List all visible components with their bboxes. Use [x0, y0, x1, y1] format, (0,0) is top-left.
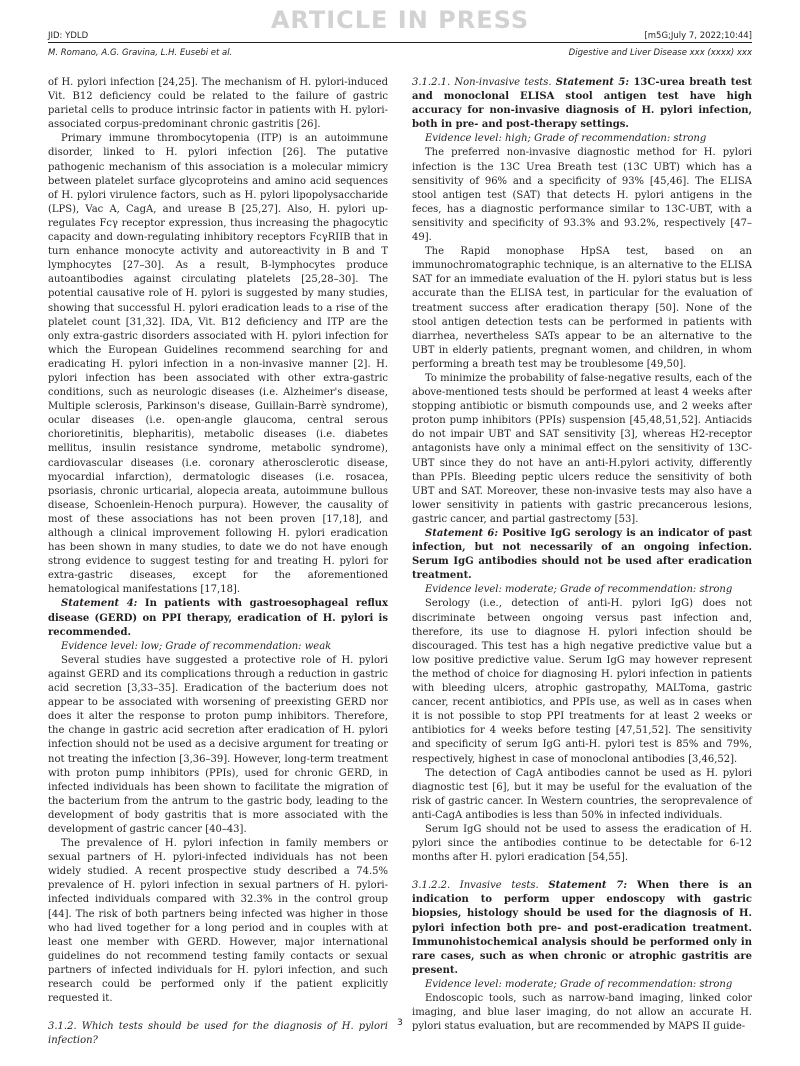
statement-4-label: Statement 4:	[61, 598, 138, 610]
paragraph-itp: Primary immune thrombocytopenia (ITP) is an autoimmune disorder, linked to H. pylori infection [26]. The putative pathogenic mechanism of this association is a molecular mimicry between platelet surface glycoproteins and amino acid sequences of H. pylori virulence factors, such as H. pylori lipopolysaccharide (LPS), Vac A, CagA, and urease B [25,27]. Also, H. pylori up-regulates Fcγ receptor expression, thus increasing the phagocytic capacity and down-regulating inhibitory receptors FcγRIIB that in turn enhance monocyte activity and autoreactivity in B and T lymphocytes [27–30]. As a result, B-lymphocytes produce autoantibodies against circulating platelets [25,28–30]. The potential causative role of H. pylori is suggested by many studies, showing that successful H. pylori eradication leads to a rise of the platelet count [31,32]. IDA, Vit. B12 deficiency and ITP are the only extra-gastric disorders associated with H. pylori infection for which the European Guidelines recommend searching for and eradicating H. pylori infection in a non-invasive manner [2]. H. pylori infection has been associated with other extra-gastric conditions, such as neurologic diseases (i.e. Alzheimer's disease, Multiple sclerosis, Parkinson's disease, Guillain-Barrè syndrome), ocular diseases (i.e. open-angle glaucoma, central serous chorioretinitis, blepharitis), metabolic diseases (i.e. diabetes mellitus, insulin resistance syndrome, metabolic syndrome), cardiovascular diseases (i.e. coronary atherosclerotic disease, myocardial infarction), dermatologic diseases (i.e. rosacea, psoriasis, chronic urticarial, alopecia areata, autoimmune bullous disease, Schoenlein-Henoch purpura). However, the causality of most of these associations has not been proven [17,18], and although a clinical improvement following H. pylori eradication has been shown in many studies, to date we do not have enough strong evidence to suggest testing for and treating H. pylori for extra-gastric diseases, except for the aforementioned hematological manifestations [17,18].	[48, 133, 388, 596]
statement-4	[48, 597, 388, 639]
page-number: 3	[397, 1018, 403, 1028]
paragraph-iron-b12: of H. pylori infection [24,25]. The mechanism of H. pylori-induced Vit. B12 deficiency could be related to the failure of gastric parietal cells to produce intrinsic factor in patients with H. pylori-associated corpus-predominant chronic gastritis [26].	[48, 77, 388, 131]
running-authors: M. Romano, A.G. Gravina, L.H. Eusebi et al.	[48, 48, 233, 58]
paragraph-gerd: Several studies have suggested a protective role of H. pylori against GERD and its complications through a reduction in gastric acid secretion [3,33–35]. Eradication of the bacterium does not appear to be associated with worsening of preexisting GERD nor does it alter the response to proton pump inhibitors. Therefore, the change in gastric acid secretion after eradication of H. pylori infection should not be used as a decisive argument for treating or not treating the infection [3,36–39]. However, long-term treatment with proton pump inhibitors (PPIs), used for chronic GERD, in infected individuals has been shown to facilitate the migration of the bacterium from the antrum to the gastric body, leading to the development of body gastritis that is more associated with the development of gastric cancer [40–43].	[48, 654, 388, 835]
paragraph-serum-igg: Serum IgG should not be used to assess the eradication of H. pylori since the antibodies continue to be detectable for 6-12 months after H. pylori eradication [54,55].	[412, 823, 752, 864]
journal-id: JID: YDLD	[48, 31, 89, 41]
running-journal: Digestive and Liver Disease xxx (xxxx) xxx	[568, 48, 752, 58]
paragraph-hpsa: The Rapid monophase HpSA test, based on an immunochromatographic technique, is an alternative to the ELISA SAT for an immediate evaluation of the H. pylori status but is less accurate than the ELISA test, in particular for the evaluation of treatment success after eradication therapy [50]. None of the stool antigen detection tests can be performed in patients with diarrhea, nevertheless SATs appear to be an alternative to the UBT in elderly patients, pregnant women, and children, in whom performing a breath test may be troublesome [49,50].	[412, 246, 752, 370]
statement-5-evidence: Evidence level: high; Grade of recommendation: strong	[425, 133, 707, 145]
statement-6-label: Statement 6:	[425, 528, 499, 539]
right-column	[412, 76, 752, 1034]
paragraph-ubt-sat: The preferred non-invasive diagnostic method for H. pylori infection is the 13C Urea Breath test (13C UBT) which has a sensitivity of 96% and a specificity of 93% [45,46]. The ELISA stool antigen test (SAT) that detects H. pylori antigens in the feces, has a diagnostic performance similar to 13C-UBT, with a sensitivity and specificity of 93.3% and 93.2%, respectively [47–49].	[412, 147, 752, 244]
statement-7-label: Statement 7:	[548, 880, 628, 892]
statement-5-text: 13C-urea breath test and monoclonal ELISA stool antigen test have high accuracy for non-invasive diagnosis of H. pylori infection, both in pre- and post-therapy settings.	[412, 77, 753, 131]
statement-4-evidence: Evidence level: low; Grade of recommendation: weak	[61, 640, 332, 652]
header-rule	[48, 42, 752, 43]
statement-7-text: When there is an indication to perform upper endoscopy with gastric biopsies, histology should be used for the diagnosis of H. pylori infection both pre- and post-eradication treatment. Immunohistochemical analysis should be performed only in rare cases, such as when chronic or atrophic gastritis are present.	[412, 880, 752, 976]
statement-5	[412, 76, 752, 132]
paragraph-family-contacts: The prevalence of H. pylori infection in family members or sexual partners of H. pylori-infected individuals has not been widely studied. A recent prospective study described a 74.5% prevalence of H. pylori infection in sexual partners of H. pylori-infected individuals compared with 32.3% in the control group [44]. The risk of both partners being infected was higher in those who had lived together for a long period and in couples with at least one member with GERD. However, major international guidelines do not recommend testing family contacts or sexual partners of infected individuals for H. pylori infection, and such research could be performed only if the patient explicitly requested it.	[48, 838, 388, 1005]
paragraph-false-negative: To minimize the probability of false-negative results, each of the above-mentioned tests should be performed at least 4 weeks after stopping antibiotic or bismuth compounds use, and 2 weeks after proton pump inhibitors (PPIs) suspension [45,48,51,52]. Antiacids do not impair UBT and SAT sensitivity [3], whereas H2-receptor antagonists have only a minimal effect on the sensitivity of 13C-UBT since they do not have an anti-H.pylori activity, differently than PPIs. Bleeding peptic ulcers reduce the sensitivity of both UBT and SAT. Moreover, these non-invasive tests may also have a lower sensitivity in patients with gastric precancerous lesions, gastric cancer, and partial gastrectomy [53].	[412, 372, 752, 525]
section-3-1-2-1-heading: 3.1.2.1. Non-invasive tests.	[412, 77, 552, 88]
paragraph-caga: The detection of CagA antibodies cannot be used as H. pylori diagnostic test [6], but it may be useful for the evaluation of the risk of gastric cancer. In Western countries, the seroprevalence of anti-CagA antibodies is less than 50% in infected individuals.	[412, 767, 752, 821]
statement-5-label: Statement 5:	[555, 77, 630, 88]
article-in-press-banner: ARTICLE IN PRESS	[270, 6, 530, 34]
statement-6-evidence: Evidence level: moderate; Grade of recommendation: strong	[425, 584, 733, 596]
left-column	[48, 76, 388, 1048]
paragraph-serology: Serology (i.e., detection of anti-H. pylori IgG) does not discriminate between ongoing versus past infection and, therefore, its use to diagnose H. pylori infection should be discouraged. This test has a high negative predictive value but a low positive predictive value. Serum IgG may however represent the method of choice for diagnosing H. pylori infection in patients with bleeding ulcers, atrophic gastropathy, MALToma, gastric cancer, recent antibiotics, and PPIs use, as well as in cases when it is not possible to stop PPI treatments for at least 2 weeks or antibiotics for 4 weeks before testing [47,51,52]. The sensitivity and specificity of serum IgG anti-H. pylori test is 85% and 79%, respectively, highest in case of monoclonal antibodies [3,46,52].	[412, 598, 752, 765]
statement-4-text: In patients with gastroesophageal reflux disease (GERD) on PPI therapy, eradication of H. pylori is recommended.	[48, 598, 388, 638]
section-3-1-2-heading: 3.1.2. Which tests should be used for the diagnosis of H. pylori infection?	[48, 1021, 388, 1047]
statement-6-text: Positive IgG serology is an indicator of past infection, but not necessarily of an ongoing infection. Serum IgG antibodies should not be used after eradication treatment.	[412, 528, 753, 582]
statement-7	[412, 879, 752, 978]
version-stamp: [m5G;July 7, 2022;10:44]	[644, 31, 752, 41]
section-3-1-2-2-heading: 3.1.2.2. Invasive tests.	[412, 880, 539, 892]
statement-7-evidence: Evidence level: moderate; Grade of recommendation: strong	[425, 978, 733, 990]
paragraph-endoscopic-tools: Endoscopic tools, such as narrow-band imaging, linked color imaging, and blue laser imaging, do not allow an accurate H. pylori status evaluation, but are recommended by MAPS II guide-	[412, 993, 752, 1033]
statement-6	[412, 527, 752, 583]
